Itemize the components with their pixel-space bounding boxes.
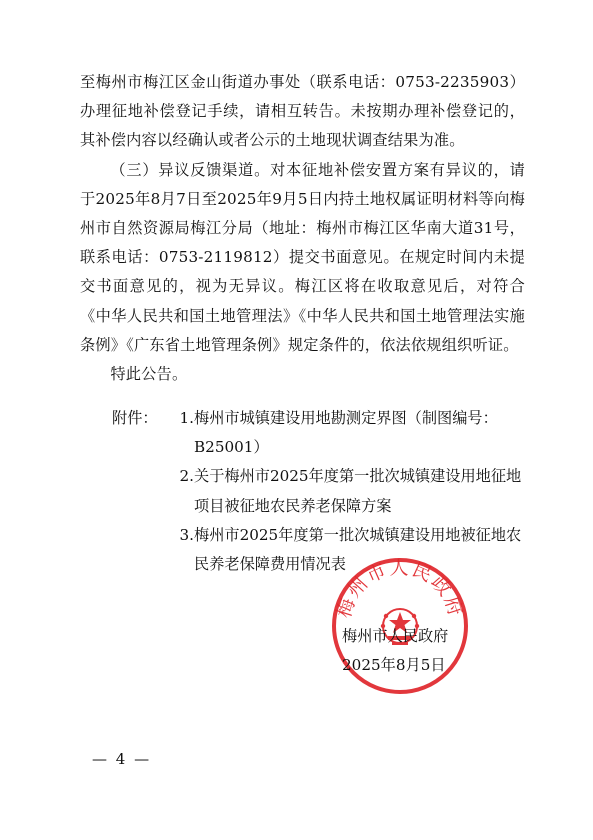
paragraph-objection-channel: （三）异议反馈渠道。对本征地补偿安置方案有异议的，请于2025年8月7日至2025年9月5日内持土地权属证明材料等向梅州市自然资源局梅江分局（地址：梅州市梅江区华南大道31号，联系电话：0753-2119812）提交书面意见。在规定时间内未提交书面意见的，视为无异议。梅江区将在收取意见后，对符合《中华人民共和国土地管理法》《中华人民共和国土地管理法实施条例》《广东省土地管理条例》规定条件的，依法依规组织听证。 (80, 160, 525, 354)
paragraph-registration: 至梅州市梅江区金山街道办事处（联系电话：0753-2235903）办理征地补偿登记手续，请相互转告。未按期办理补偿登记的，其补偿内容以经确认或者公示的土地现状调查结果为准。 (80, 73, 525, 150)
paragraph-closing: 特此公告。 (110, 365, 188, 384)
attachment-text: 梅州市2025年度第一批次城镇建设用地被征地农民养老保障费用情况表 (194, 525, 522, 574)
issuing-organization: 梅州市人民政府 (342, 627, 449, 645)
body-text (80, 68, 525, 389)
attachment-item-2 (112, 462, 532, 520)
issue-date: 2025年8月5日 (342, 656, 446, 675)
signoff-block (330, 622, 530, 680)
page-number: — 4 — (92, 750, 152, 768)
attachments-label: 附件： (112, 409, 158, 427)
svg-text:梅州市人民政府: 梅州市人民政府 (332, 557, 468, 621)
attachment-number: 3. (179, 525, 194, 544)
attachment-item-1 (112, 404, 532, 462)
attachment-number: 2. (179, 467, 194, 486)
attachment-text: 关于梅州市2025年度第一批次城镇建设用地征地项目被征地农民养老保障方案 (194, 467, 522, 515)
attachment-text: 梅州市城镇建设用地勘测定界图（制图编号：B25001） (194, 409, 498, 457)
attachments-list (112, 404, 532, 579)
attachment-number: 1. (179, 409, 194, 427)
